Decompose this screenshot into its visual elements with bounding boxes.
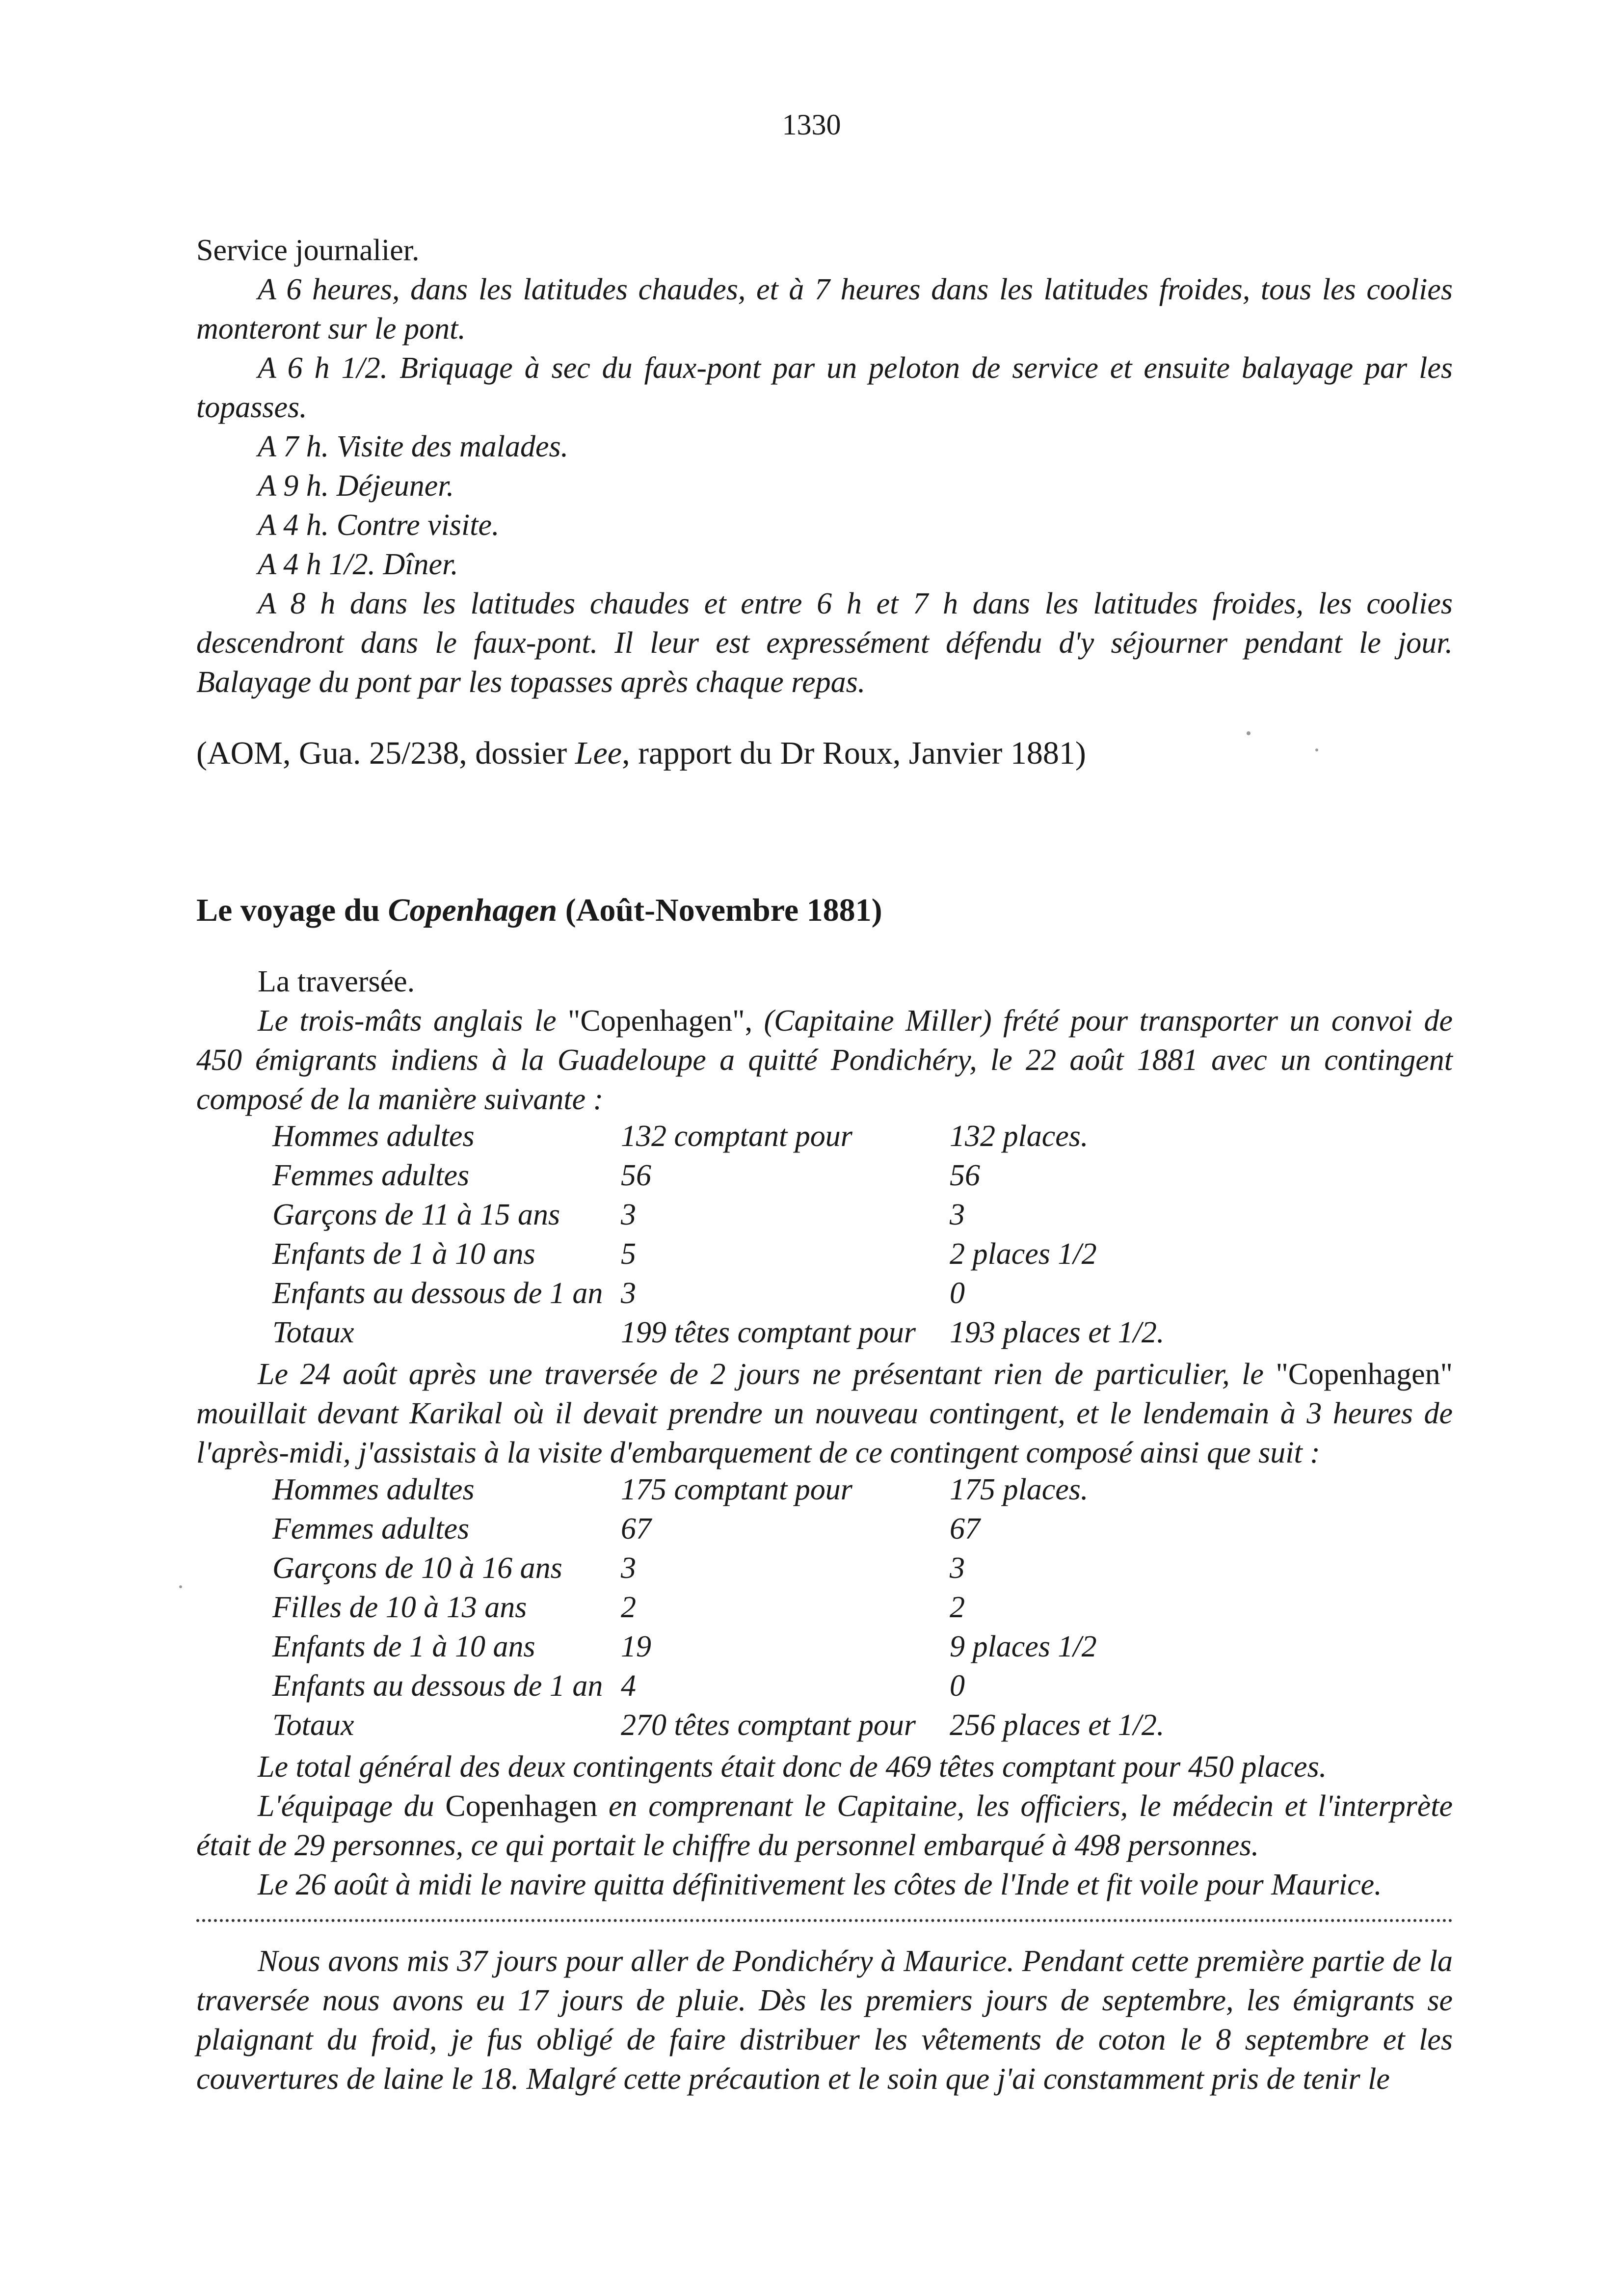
table-cell: 2	[621, 1591, 636, 1624]
table-cell: 3	[621, 1277, 636, 1310]
table-cell: Enfants au dessous de 1 an	[272, 1277, 603, 1310]
table-row	[272, 1158, 1293, 1198]
total-paragraph: Le total général des deux contingents était donc de 469 têtes comptant pour 450 places.	[258, 1750, 1327, 1784]
intro-paragraph: Le trois-mâts anglais le "Copenhagen", (Capitaine Miller) frété pour transporter un convoi de 450 émigrants indiens à la Guadeloupe a quitté Pondichéry, le 22 août 1881 avec un contingent composé de la manière suivante :	[196, 1004, 1453, 1116]
table-cell: 3	[950, 1198, 965, 1231]
table-cell: 270 têtes comptant pour	[621, 1709, 916, 1742]
table-row	[272, 1276, 1293, 1315]
service-para-2: A 6 h 1/2. Briquage à sec du faux-pont par un peloton de service et ensuite balayage par les topasses.	[196, 351, 1453, 424]
table-cell: Hommes adultes	[272, 1120, 475, 1153]
table-cell: 0	[950, 1277, 965, 1310]
scan-speck	[179, 1585, 182, 1588]
table-cell: Femmes adultes	[272, 1512, 470, 1546]
table-cell: 3	[621, 1198, 636, 1231]
table-cell: Filles de 10 à 13 ans	[272, 1591, 527, 1624]
table-cell: 3	[621, 1551, 636, 1585]
table-cell: 256 places et 1/2.	[950, 1709, 1165, 1742]
source-citation: (AOM, Gua. 25/238, dossier Lee, rapport du Dr Roux, Janvier 1881)	[196, 735, 1086, 771]
table-cell: Garçons de 10 à 16 ans	[272, 1551, 562, 1585]
karikal-paragraph: Le 24 août après une traversée de 2 jours ne présentant rien de particulier, le "Copenhagen" mouillait devant Karikal où il devait prendre un nouveau contingent, et le lendemain à 3 heures de l'après-midi, j'assistais à la visite d'embarquement de ce contingent composé ainsi que suit :	[196, 1358, 1453, 1469]
service-para-1: A 6 heures, dans les latitudes chaudes, et à 7 heures dans les latitudes froides, tous les coolies monteront sur le pont.	[196, 273, 1453, 346]
service-title: Service journalier.	[196, 234, 420, 267]
table-row	[272, 1629, 1293, 1669]
page-number: 1330	[782, 108, 841, 141]
table-cell: 2	[950, 1591, 965, 1624]
service-para-5: A 4 h. Contre visite.	[258, 508, 500, 542]
service-para-6: A 4 h 1/2. Dîner.	[258, 548, 458, 581]
table-cell: Femmes adultes	[272, 1159, 470, 1192]
karikal-contingent-table	[272, 1472, 1293, 1747]
table-row	[272, 1237, 1293, 1276]
page-body	[196, 231, 1453, 2099]
table-row	[272, 1590, 1293, 1629]
table-cell: 4	[621, 1669, 636, 1703]
service-para-7: A 8 h dans les latitudes chaudes et entre 6 h et 7 h dans les latitudes froides, les coolies descendront dans le faux-pont. Il leur est expressément défendu d'y séjourner pendant le jour. Balayage du pont par les topasses après chaque repas.	[196, 587, 1453, 699]
departure-paragraph: Le 26 août à midi le navire quitta définitivement les côtes de l'Inde et fit voile pour Maurice.	[258, 1868, 1382, 1901]
table-row	[272, 1708, 1293, 1747]
table-row	[272, 1551, 1293, 1590]
table-row	[272, 1198, 1293, 1237]
table-cell: 56	[621, 1159, 651, 1192]
table-cell: 67	[950, 1512, 980, 1546]
table-cell: 9 places 1/2	[950, 1630, 1097, 1663]
table-cell: 19	[621, 1630, 651, 1663]
table-cell: Totaux	[272, 1709, 354, 1742]
dotted-separator	[196, 1919, 1453, 1922]
table-cell: 193 places et 1/2.	[950, 1316, 1165, 1349]
table-row	[272, 1315, 1293, 1355]
table-cell: Enfants de 1 à 10 ans	[272, 1630, 535, 1663]
table-cell: 67	[621, 1512, 651, 1546]
table-cell: 132 comptant pour	[621, 1120, 852, 1153]
table-cell: 5	[621, 1237, 636, 1271]
scan-speck	[1315, 748, 1318, 751]
crew-paragraph: L'équipage du Copenhagen en comprenant le Capitaine, les officiers, le médecin et l'interprète était de 29 personnes, ce qui portait le chiffre du personnel embarqué à 498 personnes.	[196, 1789, 1453, 1862]
table-cell: 175 places.	[950, 1473, 1089, 1506]
service-para-3: A 7 h. Visite des malades.	[258, 430, 569, 463]
scan-speck	[1247, 731, 1251, 735]
service-para-4: A 9 h. Déjeuner.	[258, 469, 454, 503]
closing-paragraph: Nous avons mis 37 jours pour aller de Pondichéry à Maurice. Pendant cette première partie de la traversée nous avons eu 17 jours de pluie. Dès les premiers jours de septembre, les émigrants se plaignant du froid, je fus obligé de faire distribuer les vêtements de coton le 8 septembre et les couvertures de laine le 18. Malgré cette précaution et le soin que j'ai constamment pris de tenir le	[196, 1945, 1453, 2096]
table-cell: 0	[950, 1669, 965, 1703]
table-row	[272, 1669, 1293, 1708]
table-row	[272, 1512, 1293, 1551]
table-cell: Garçons de 11 à 15 ans	[272, 1198, 560, 1231]
section-heading: Le voyage du Copenhagen (Août-Novembre 1881)	[196, 892, 882, 928]
table-cell: Enfants au dessous de 1 an	[272, 1669, 603, 1703]
table-cell: Enfants de 1 à 10 ans	[272, 1237, 535, 1271]
table-cell: Totaux	[272, 1316, 354, 1349]
section-subtitle: La traversée.	[258, 965, 415, 998]
table-row	[272, 1119, 1293, 1158]
table-cell: Hommes adultes	[272, 1473, 475, 1506]
table-cell: 2 places 1/2	[950, 1237, 1097, 1271]
table-cell: 132 places.	[950, 1120, 1089, 1153]
table-cell: 3	[950, 1551, 965, 1585]
pondichery-contingent-table	[272, 1119, 1293, 1355]
table-cell: 56	[950, 1159, 980, 1192]
table-cell: 199 têtes comptant pour	[621, 1316, 916, 1349]
table-cell: 175 comptant pour	[621, 1473, 852, 1506]
table-row	[272, 1472, 1293, 1512]
